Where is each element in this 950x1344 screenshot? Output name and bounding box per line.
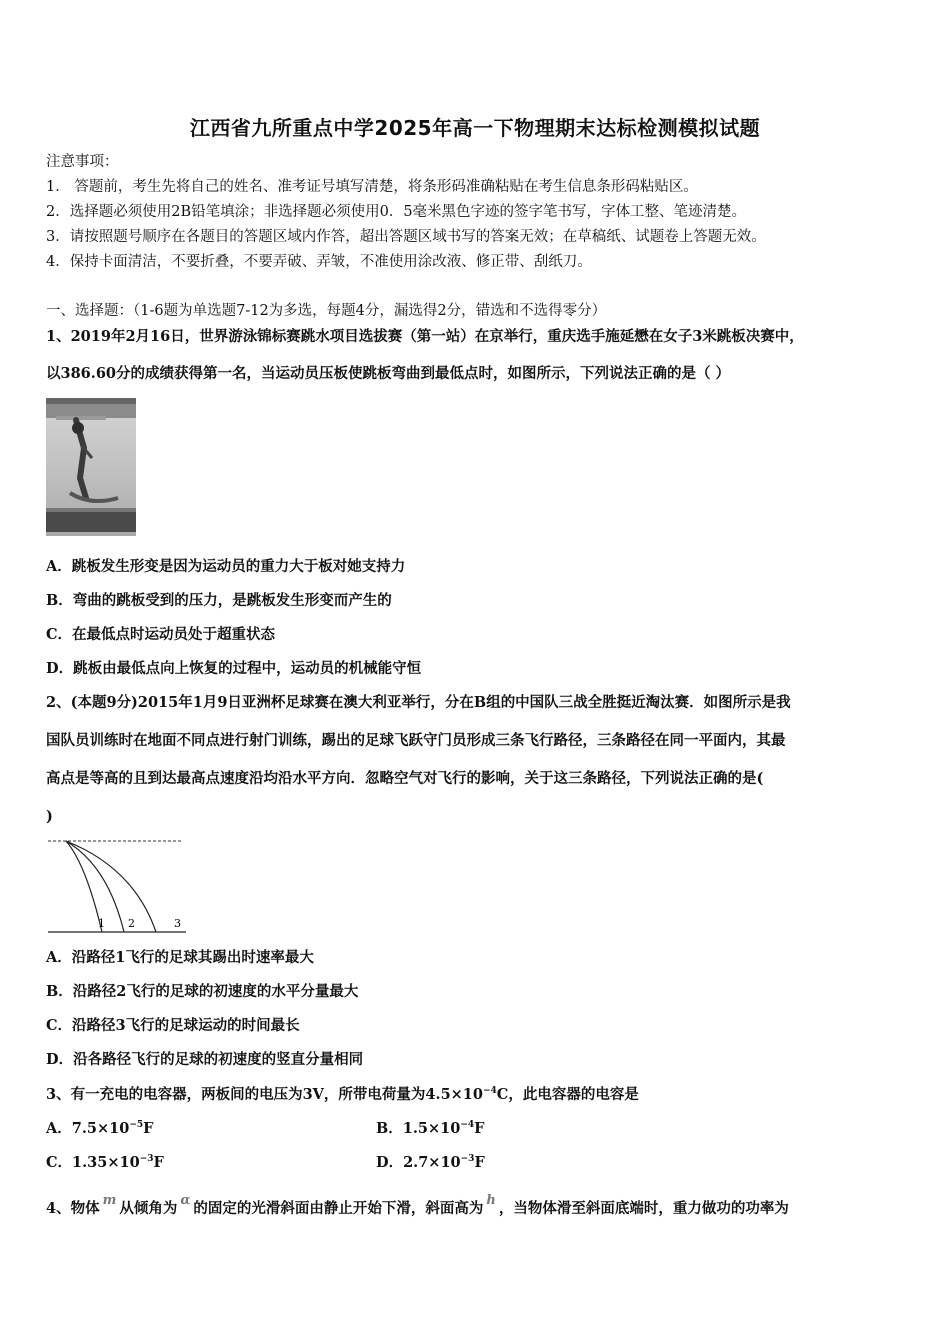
path-label-2: 2 xyxy=(128,917,135,930)
q4-stem: 4、物体 m 从倾角为 α 的固定的光滑斜面由静止开始下滑，斜面高为 h ，当物体滑至斜面底端时，重力做功的功率为 xyxy=(46,1193,789,1217)
q3-stem: 3、有一充电的电容器，两板间的电压为3V，所带电荷量为$4.5\times 10^{-4}C$，此电容器的电容是 xyxy=(46,1086,639,1103)
page-title: 江西省九所重点中学2025年高一下物理期末达标检测模拟试题 xyxy=(189,116,761,140)
symbol-h: h xyxy=(486,1193,496,1208)
symbol-m: m xyxy=(102,1193,117,1208)
q1-option-b: B．弯曲的跳板受到的压力，是跳板发生形变而产生的 xyxy=(46,592,392,609)
notice-item: 2．选择题必须使用2B铅笔填涂；非选择题必须使用0．5毫米黑色字迹的签字笔书写，字体工整、笔迹清楚。 xyxy=(46,204,747,220)
q3-option-d: D．$2.7\times 10^{-3}F$ xyxy=(376,1154,485,1171)
path-label-3: 3 xyxy=(174,917,181,930)
q2-stem-line3: 高点是等高的且到达最高点速度沿均沿水平方向．忽略空气对飞行的影响，关于这三条路径，下列说法正确的是( xyxy=(46,770,764,787)
q3-option-a: A．$7.5\times 10^{-5}F$ xyxy=(46,1120,154,1137)
notice-item: 1． 答题前，考生先将自己的姓名、准考证号填写清楚，将条形码准确粘贴在考生信息条形码粘贴区。 xyxy=(46,179,698,195)
q1-stem-line1: 1、2019年2月16日，世界游泳锦标赛跳水项目选拔赛（第一站）在京举行，重庆选手施延懋在女子3米跳板决赛中， xyxy=(46,328,804,345)
q1-stem-line2: 以386.60分的成绩获得第一名，当运动员压板使跳板弯曲到最低点时，如图所示，下列说法正确的是（ ） xyxy=(46,365,731,382)
path-3 xyxy=(66,841,156,932)
notice-heading: 注意事项： xyxy=(46,154,119,170)
q1-option-a: A．跳板发生形变是因为运动员的重力大于板对她支持力 xyxy=(46,558,406,575)
section-heading: 一、选择题：（1-6题为单选题7-12为多选，每题4分，漏选得2分，错选和不选得零分） xyxy=(46,303,607,319)
q3-option-b: B．$1.5\times 10^{-4}F$ xyxy=(376,1120,485,1137)
q2-option-c: C．沿路径3飞行的足球运动的时间最长 xyxy=(46,1017,300,1034)
trajectory-diagram xyxy=(46,834,188,934)
diving-board-photo xyxy=(46,398,136,536)
q2-option-b: B．沿路径2飞行的足球的初速度的水平分量最大 xyxy=(46,983,359,1000)
q2-stem-line4: ) xyxy=(46,808,53,825)
q3-option-c: C．$1.35\times 10^{-3}F$ xyxy=(46,1154,164,1171)
q2-stem-line2: 国队员训练时在地面不同点进行射门训练，踢出的足球飞跃守门员形成三条飞行路径，三条路径在同一平面内，其最 xyxy=(46,732,786,749)
notice-item: 3．请按照题号顺序在各题目的答题区域内作答，超出答题区域书写的答案无效；在草稿纸、试题卷上答题无效。 xyxy=(46,229,766,245)
symbol-alpha: α xyxy=(180,1193,191,1208)
notice-item: 4．保持卡面清洁，不要折叠，不要弄破、弄皱，不准使用涂改液、修正带、刮纸刀。 xyxy=(46,254,592,270)
q1-option-c: C．在最低点时运动员处于超重状态 xyxy=(46,626,276,643)
q2-option-d: D．沿各路径飞行的足球的初速度的竖直分量相同 xyxy=(46,1051,364,1068)
q1-option-d: D．跳板由最低点向上恢复的过程中，运动员的机械能守恒 xyxy=(46,660,422,677)
q2-option-a: A．沿路径1飞行的足球其踢出时速率最大 xyxy=(46,949,314,966)
path-label-1: 1 xyxy=(98,917,105,930)
q2-stem-line1: 2、(本题9分)2015年1月9日亚洲杯足球赛在澳大利亚举行，分在B组的中国队三战全胜挺近淘汰赛．如图所示是我 xyxy=(46,694,791,711)
